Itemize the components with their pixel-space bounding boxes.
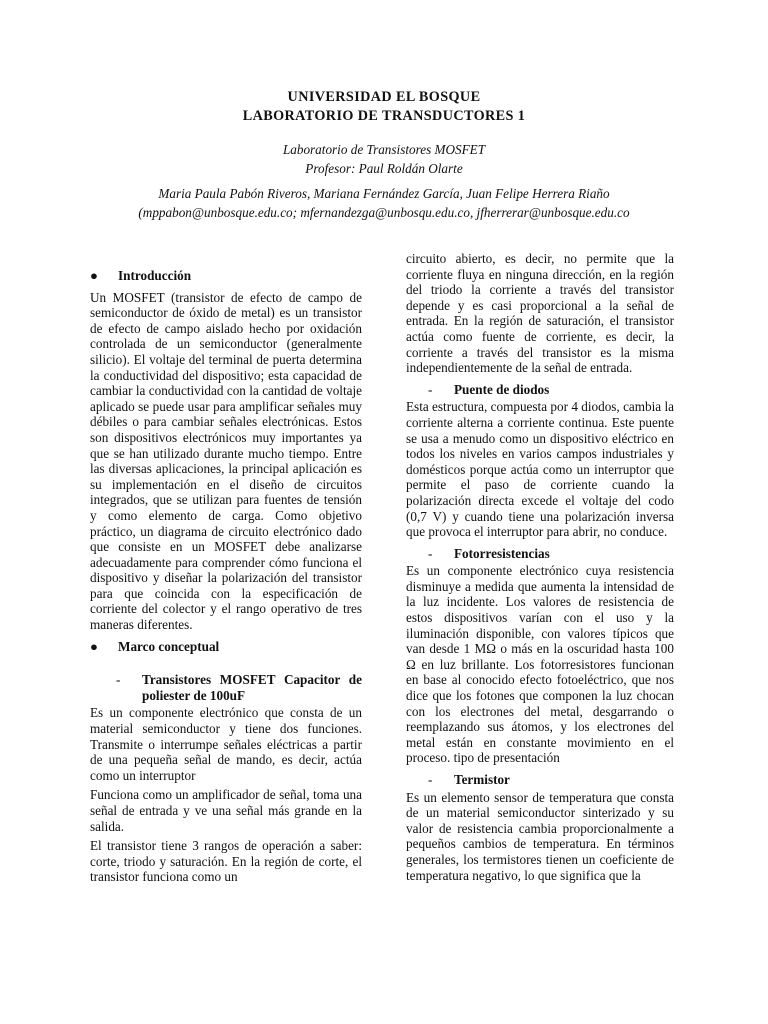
dash-marker: - bbox=[428, 381, 433, 397]
left-column bbox=[90, 268, 362, 889]
authors-line: Maria Paula Pabón Riveros, Mariana Fernández García, Juan Felipe Herrera Riaño bbox=[158, 186, 610, 201]
mosfet-heading-label: Transistores MOSFET Capacitor de poliester de 100uF bbox=[142, 672, 362, 703]
mosfet-heading bbox=[90, 672, 362, 703]
dash-marker: - bbox=[116, 672, 121, 688]
right-column bbox=[406, 251, 674, 889]
lab-title: LABORATORIO DE TRANSDUCTORES 1 bbox=[242, 108, 526, 124]
marco-heading bbox=[90, 639, 362, 655]
foto-heading bbox=[406, 546, 674, 562]
intro-heading-label: Introducción bbox=[118, 268, 192, 283]
dash-marker: - bbox=[428, 772, 433, 787]
foto-paragraph: Es un componente electrónico cuya resistencia disminuye a medida que aumenta la intensidad de la luz incidente. Los valores de resistencia de estos dispositivos varían con el uso y la iluminación disponible, con valores típicos que van desde 1 MΩ o más en la oscuridad hasta 100 Ω en luz brillante. Los fotorresistores funcionan en base al conocido efecto fotoeléctrico, que nos dice que los fotones que componen la luz chocan con los electrones del metal, desgarrando o reemplazando sus átomos, y los electrones del metal están en constante movimiento en el proceso. tipo de presentación bbox=[406, 563, 674, 766]
puente-paragraph: Esta estructura, compuesta por 4 diodos, cambia la corriente alterna a corriente continua. Este puente se usa a menudo como un dispositivo eléctrico en todos los niveles en varios campos industriales y domésticos porque actúa como un interruptor que permite el paso de corriente cuando la polarización directa excede el voltaje del codo (0,7 V) y cuando tiene una polarización inversa que provoca el interruptor para abrir, no conduce. bbox=[406, 399, 674, 540]
amplifier-paragraph: Funciona como un amplificador de señal, toma una señal de entrada y ve una señal más grande en la salida. bbox=[90, 787, 362, 834]
bullet-icon: ● bbox=[90, 638, 98, 654]
document-header bbox=[0, 88, 768, 222]
ranges-paragraph: El transistor tiene 3 rangos de operación a saber: corte, triodo y saturación. En la región de corte, el transistor funciona como un bbox=[90, 838, 362, 885]
dash-marker: - bbox=[428, 545, 433, 561]
lab-subtitle: Laboratorio de Transistores MOSFET bbox=[282, 142, 486, 157]
puente-heading-label: Puente de diodos bbox=[454, 381, 550, 397]
emails-line: (mppabon@unbosque.edu.co; mfernandezga@unbosqu.edu.co, jfherrerar@unbosque.edu.co bbox=[138, 205, 630, 220]
marco-heading-label: Marco conceptual bbox=[118, 638, 220, 654]
continuation-paragraph: circuito abierto, es decir, no permite que la corriente fluya en ninguna dirección, en la región del triodo la corriente a través del transistor depende y es casi proporcional a la señal de entrada. En la región de saturación, el transistor actúa como fuente de corriente, es decir, la corriente a través del transistor es la misma independientemente de la señal de entrada. bbox=[406, 251, 674, 376]
university-title: UNIVERSIDAD EL BOSQUE bbox=[287, 89, 481, 105]
professor-line: Profesor: Paul Roldán Olarte bbox=[305, 161, 463, 176]
termistor-heading-label: Termistor bbox=[454, 772, 510, 787]
foto-heading-label: Fotorresistencias bbox=[454, 545, 550, 561]
puente-heading bbox=[406, 382, 674, 398]
termistor-heading bbox=[406, 772, 674, 788]
termistor-paragraph: Es un elemento sensor de temperatura que consta de un material semiconductor sinterizado y su valor de resistencia cambia proporcionalmente a pequeños cambios de temperatura. En términos generales, los termistores tienen un coeficiente de temperatura negativo, lo que significa que la bbox=[406, 789, 674, 883]
bullet-icon: ● bbox=[90, 268, 98, 283]
intro-heading bbox=[90, 268, 362, 284]
intro-paragraph: Un MOSFET (transistor de efecto de campo de semiconductor de óxido de metal) es un transistor de efecto de campo aislado hecho por oxidación controlada de un semiconductor (generalmente silicio). El voltaje del terminal de puerta determina la conductividad del dispositivo; esta capacidad de cambiar la conductividad con la cantidad de voltaje aplicado se puede usar para amplificar señales muy débiles o para cambiar señales electrónicas. Estos son dispositivos electrónicos muy importantes ya que se han utilizado durante mucho tiempo. Entre las diversas aplicaciones, la principal aplicación es su implementación en el diseño de circuitos integrados, que se utilizan para fuentes de tensión y como elemento de carga. Como objetivo práctico, un diagrama de circuito electrónico dado que consiste en un MOSFET debe analizarse adecuadamente para comprender cómo funciona el dispositivo y diseñar la polarización del transistor para que coincida con la especificación de corriente del colector y el rango operativo de tres maneras diferentes. bbox=[90, 289, 362, 633]
mosfet-paragraph: Es un componente electrónico que consta de un material semiconductor y tiene dos funciones. Transmite o interrumpe señales eléctricas a partir de una pequeña señal de mando, es decir, actúa como un interruptor bbox=[90, 705, 362, 783]
